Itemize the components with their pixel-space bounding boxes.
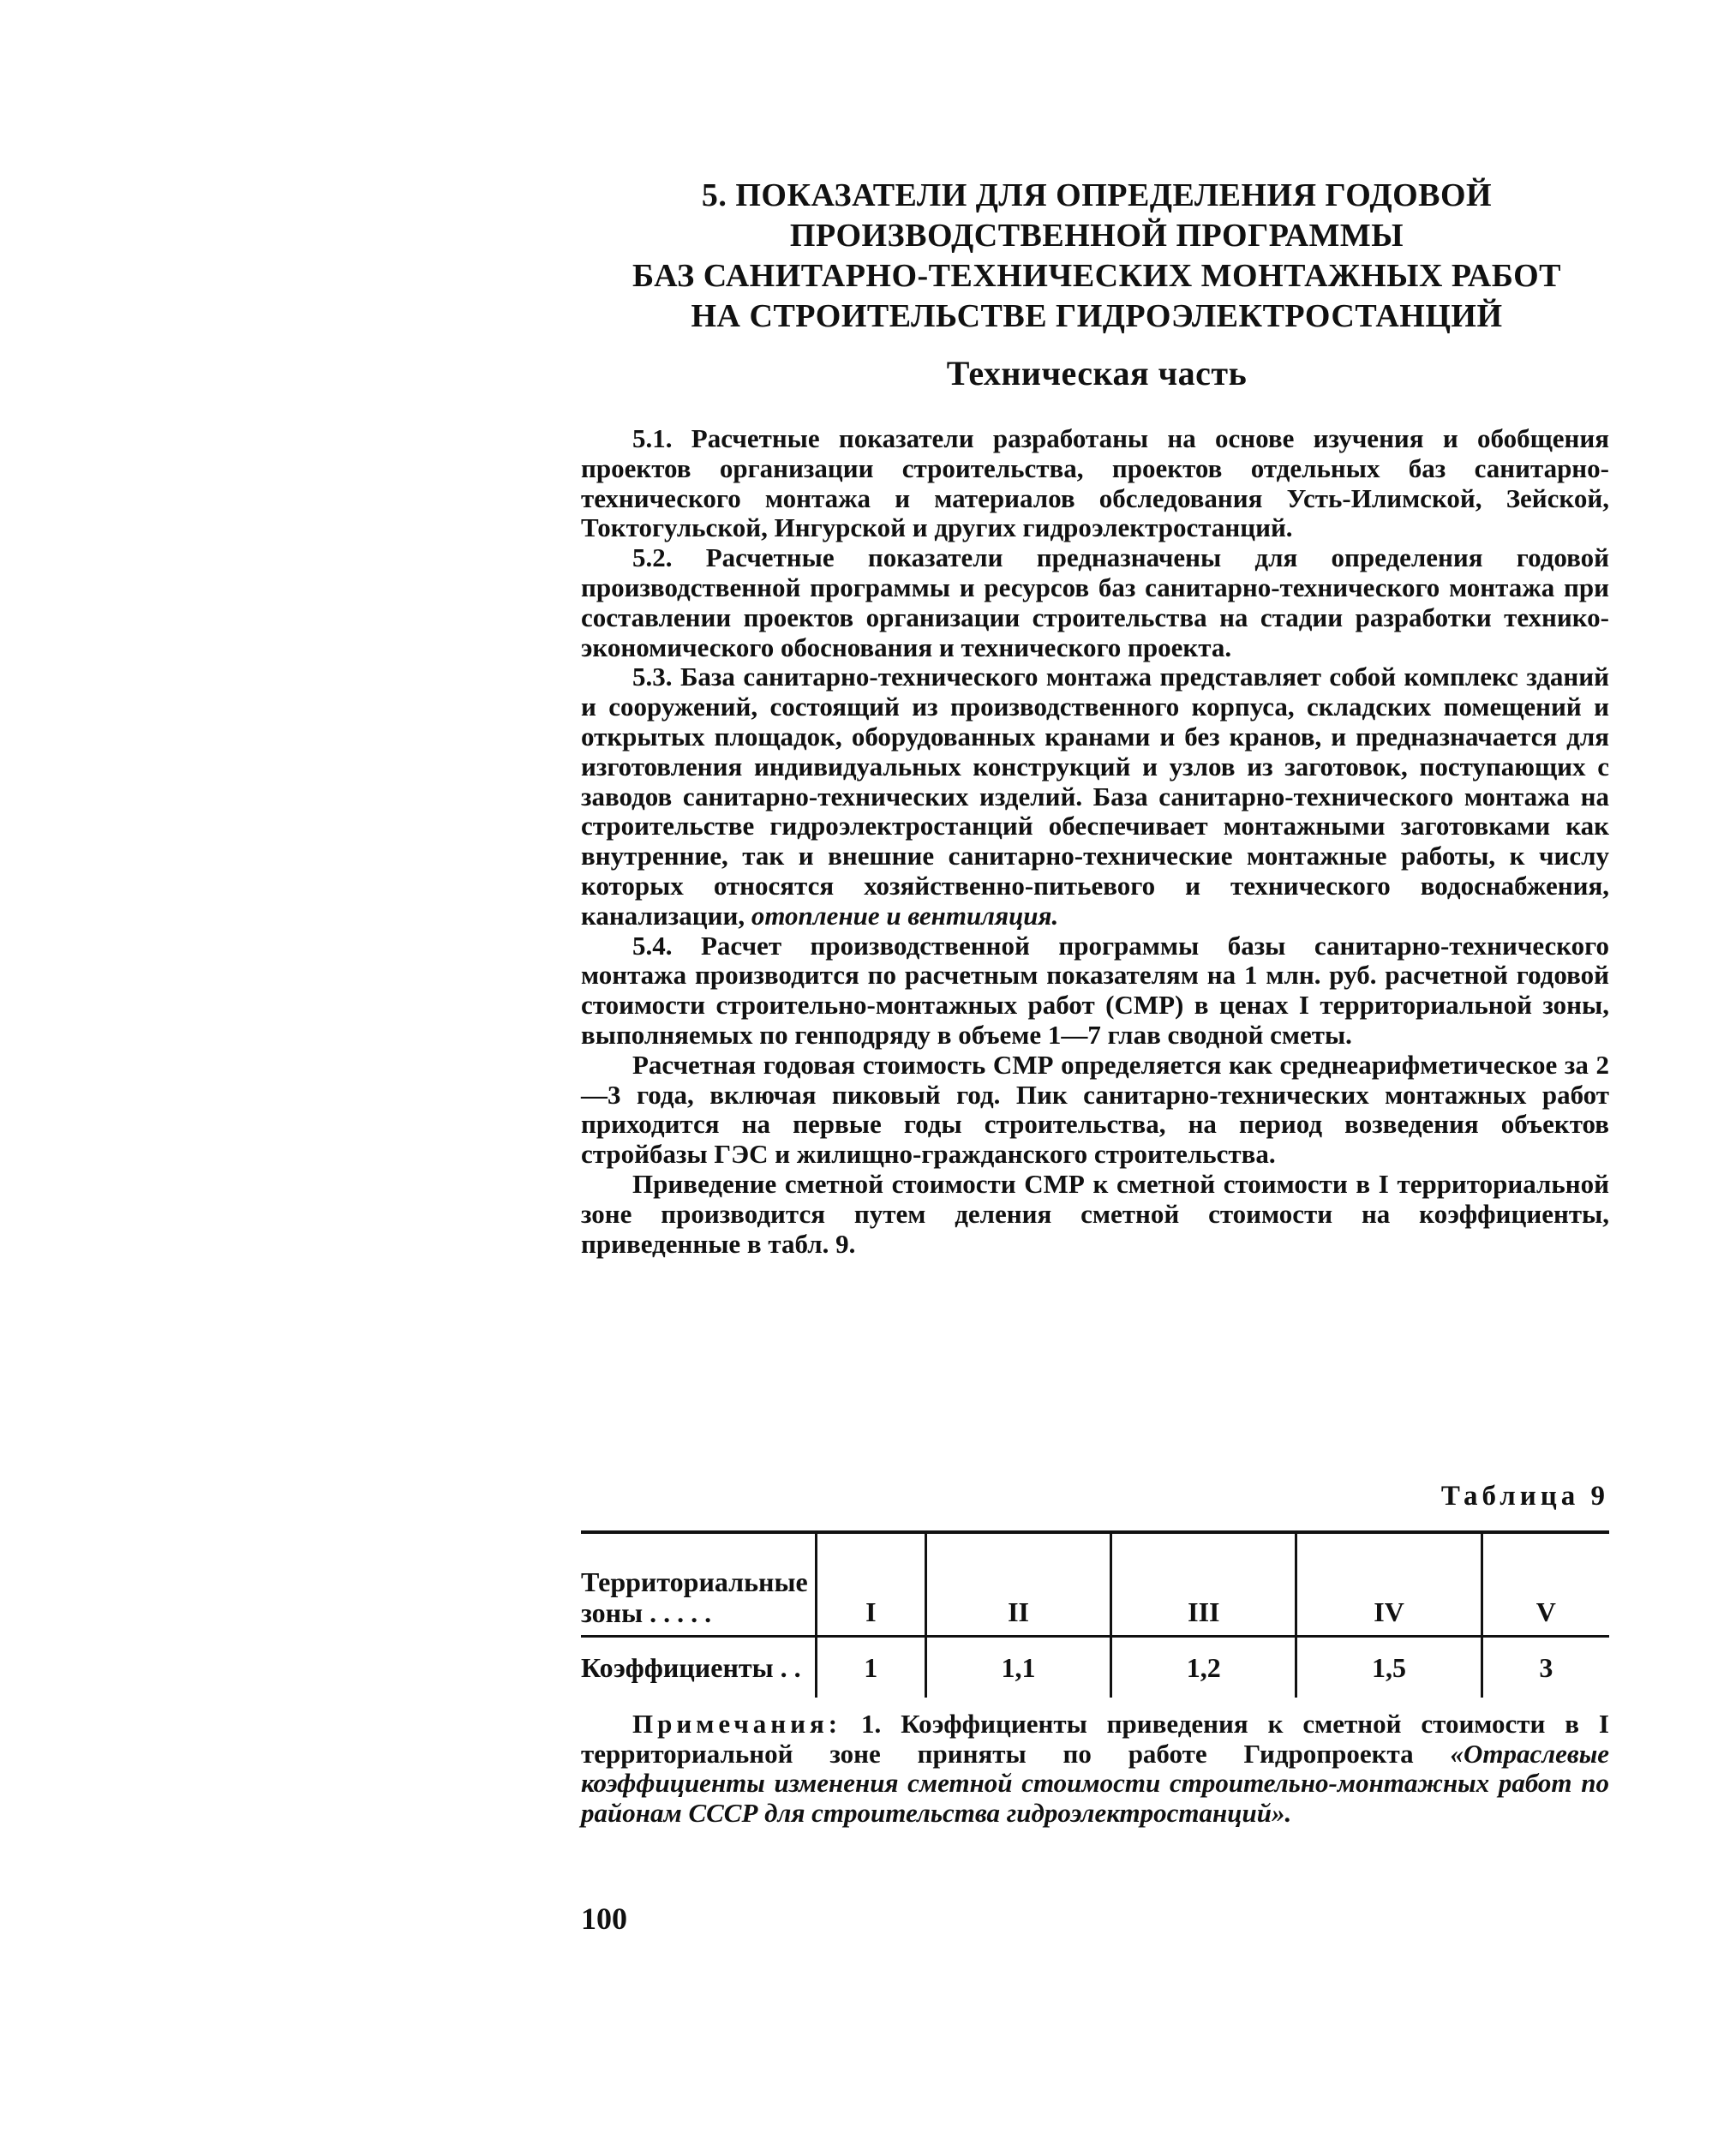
section-title-line: 5. ПОКАЗАТЕЛИ ДЛЯ ОПРЕДЕЛЕНИЯ ГОДОВОЙ bbox=[701, 177, 1493, 213]
table-notes bbox=[581, 1710, 1609, 1828]
section-title-line: НА СТРОИТЕЛЬСТВЕ ГИДРОЭЛЕКТРОСТАНЦИЙ bbox=[691, 298, 1503, 334]
section-title bbox=[600, 176, 1594, 337]
notes-italic-title: «Отраслевые коэффициенты изменения сметной стоимости строительно-монтажных работ по районам СССР для строительства гидроэлектростанций». bbox=[581, 1738, 1609, 1828]
coefficients-table bbox=[581, 1530, 1609, 1698]
paragraph-5-3-italic: отопление и вентиляция. bbox=[751, 900, 1059, 931]
notes-text: 1. Коэффициенты приведения к сметной стоимости в I территориальной зоне приняты по работе Гидропроекта bbox=[581, 1709, 1609, 1769]
paragraph-5-1: 5.1. Расчетные показатели разработаны на основе изучения и обобщения проектов организации строительства, проектов отдельных баз санитарно-технического монтажа и материалов обследования Усть-Илимской, Зейской, Токтогульской, Ингурской и других гидроэлектростанций. bbox=[581, 423, 1609, 543]
paragraph-5-4: 5.4. Расчет производственной программы базы санитарно-технического монтажа производится по расчетным показателям на 1 млн. руб. расчетной годовой стоимости строительно-монтажных работ (СМР) в ценах I территориальной зоны, выполняемых по генподряду в объеме 1—7 глав сводной сметы. bbox=[581, 930, 1609, 1050]
paragraph-5-3-text: 5.3. База санитарно-технического монтажа представляет собой комплекс зданий и сооружений, состоящий из производственного корпуса, складских помещений и открытых площадок, оборудованных кранами и без кранов, и предназначается для изготовления индивидуальных конструкций и узлов из заготовок, поступающих с заводов санитарно-технических изделий. База санитарно-технического монтажа на строительстве гидроэлектростанций обеспечивает монтажными заготовками как внутренние, так и внешние санитарно-технические монтажные работы, к числу которых относятся хозяйственно-питьевого и технического водоснабжения, канализации, bbox=[581, 662, 1609, 931]
notes-label: Примечания: bbox=[632, 1709, 842, 1739]
paragraph-cost-reduction: Приведение сметной стоимости СМР к сметной стоимости в I территориальной зоне производится путем деления сметной стоимости на коэффициенты, приведенные в табл. 9. bbox=[581, 1168, 1609, 1259]
paragraph-5-2: 5.2. Расчетные показатели предназначены для определения годовой производственной программы и ресурсов баз санитарно-технического монтажа при составлении проектов организации строительства на стадии разработки технико-экономического обоснования и технического проекта. bbox=[581, 542, 1609, 662]
coefficient-cell: 1 bbox=[816, 1637, 925, 1698]
paragraph-annual-cost: Расчетная годовая стоимость СМР определяется как среднеарифметическое за 2—3 года, включая пиковый год. Пик санитарно-технических монтажных работ приходится на первые годы строительства, на период возведения объектов стройбазы ГЭС и жилищно-гражданского строительства. bbox=[581, 1049, 1609, 1170]
section-title-line: БАЗ САНИТАРНО-ТЕХНИЧЕСКИХ МОНТАЖНЫХ РАБОТ bbox=[632, 258, 1561, 294]
coefficient-cell: 3 bbox=[1482, 1637, 1609, 1698]
zone-cell: I bbox=[816, 1532, 925, 1637]
body-text bbox=[581, 424, 1609, 1259]
table-caption: Таблица 9 bbox=[1440, 1481, 1609, 1512]
note-paragraph bbox=[581, 1710, 1609, 1828]
coefficient-cell: 1,1 bbox=[925, 1637, 1110, 1698]
page-number: 100 bbox=[581, 1901, 627, 1936]
section-title-line: ПРОИЗВОДСТВЕННОЙ ПРОГРАММЫ bbox=[789, 218, 1404, 254]
zone-cell: V bbox=[1482, 1532, 1609, 1637]
coefficient-cell: 1,5 bbox=[1296, 1637, 1482, 1698]
zone-cell: III bbox=[1111, 1532, 1296, 1637]
paragraph-5-3 bbox=[581, 662, 1609, 931]
table-header-row bbox=[581, 1532, 1609, 1637]
table-row bbox=[581, 1637, 1609, 1698]
zones-label-cell: Территориальные зоны . . . . . bbox=[581, 1532, 816, 1637]
coefficient-cell: 1,2 bbox=[1111, 1637, 1296, 1698]
zone-cell: IV bbox=[1296, 1532, 1482, 1637]
section-subtitle: Техническая часть bbox=[946, 354, 1248, 392]
coefficients-label-cell: Коэффициенты . . bbox=[581, 1651, 801, 1683]
zone-cell: II bbox=[925, 1532, 1110, 1637]
